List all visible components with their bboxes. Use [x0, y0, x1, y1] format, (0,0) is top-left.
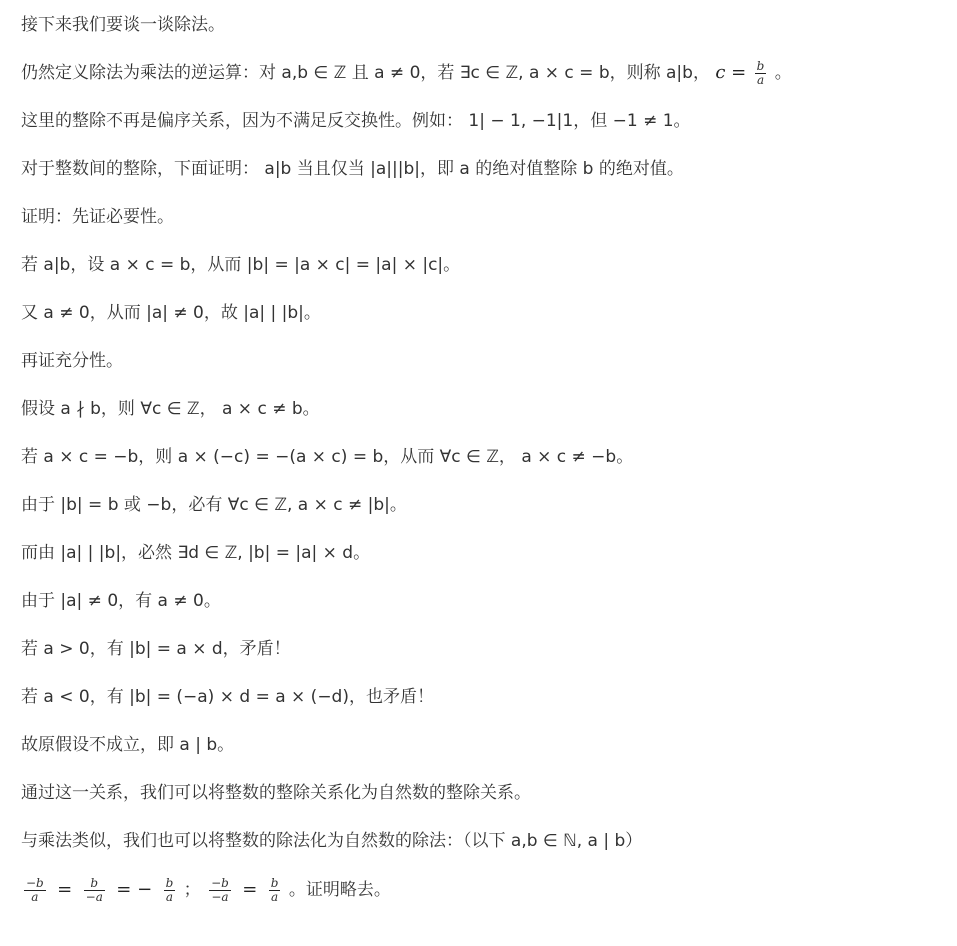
paragraph-abs-b: 由于 |b| = b 或 −b，必有 ∀c ∈ ℤ, a × c ≠ |b|。 — [21, 495, 407, 515]
paragraph-not-partial-order: 这里的整除不再是偏序关系，因为不满足反交换性。例如： 1| − 1, −1|1，但 −1 ≠ 1。 — [21, 111, 691, 131]
paragraph-natural-division: 与乘法类似，我们也可以将整数的除法化为自然数的除法：（以下 a,b ∈ ℕ, a | b） — [21, 831, 643, 851]
equals-sign: = — [57, 879, 73, 900]
equals-minus-sign: = − — [116, 879, 153, 900]
fraction-denominator: a — [31, 889, 39, 904]
fraction-neg-b-over-neg-a — [209, 877, 231, 904]
paragraph-reduction: 通过这一关系，我们可以将整数的整除关系化为自然数的整除关系。 — [21, 783, 531, 803]
fraction-b-over-a — [755, 60, 767, 87]
definition-text: 仍然定义除法为乘法的逆运算：对 a,b ∈ ℤ 且 a ≠ 0，若 ∃c ∈ ℤ, a × c = b，则称 a|b， — [21, 63, 710, 83]
fraction-b-over-a-2 — [164, 877, 176, 904]
paragraph-exists-d: 而由 |a| | |b|，必然 ∃d ∈ ℤ, |b| = |a| × d。 — [21, 543, 371, 563]
fraction-b-over-neg-a — [84, 877, 105, 904]
semicolon: ； — [183, 880, 201, 900]
fraction-denominator: a — [165, 889, 173, 904]
fraction-numerator: b — [84, 877, 105, 891]
paragraph-sign-rules — [21, 873, 391, 907]
paragraph-conclusion: 故原假设不成立，即 a | b。 — [21, 735, 235, 755]
fraction-denominator: a — [756, 72, 765, 87]
paragraph-a-nonzero: 由于 |a| ≠ 0，有 a ≠ 0。 — [21, 591, 221, 611]
paragraph-step-2: 又 a ≠ 0，从而 |a| ≠ 0，故 |a| | |b|。 — [21, 303, 321, 323]
fraction-b-over-a-3 — [269, 877, 281, 904]
equals-sign: = — [242, 879, 258, 900]
paragraph-assume: 假设 a ∤ b，则 ∀c ∈ ℤ， a × c ≠ b。 — [21, 399, 320, 419]
paragraph-proof-necessity: 证明：先证必要性。 — [21, 207, 174, 227]
paragraph-division-definition — [21, 58, 792, 88]
quotient-lhs: c = — [715, 62, 747, 83]
fraction-denominator: −a — [85, 889, 103, 904]
fraction-denominator: a — [271, 889, 279, 904]
fraction-numerator: b — [756, 58, 765, 73]
fraction-numerator: −b — [211, 875, 229, 890]
fraction-numerator: b — [270, 875, 279, 890]
fraction-denominator: −a — [211, 889, 229, 904]
sentence-end: 。 — [774, 63, 792, 83]
paragraph-negation: 若 a × c = −b，则 a × (−c) = −(a × c) = b，从而 ∀c ∈ ℤ， a × c ≠ −b。 — [21, 447, 634, 467]
paragraph-step-1: 若 a|b，设 a × c = b，从而 |b| = |a × c| = |a| × |c|。 — [21, 255, 461, 275]
paragraph-case-positive: 若 a > 0，有 |b| = a × d，矛盾！ — [21, 639, 291, 659]
proof-omitted-text: 。证明略去。 — [288, 880, 391, 900]
fraction-numerator: −b — [26, 875, 44, 890]
paragraph-case-negative: 若 a < 0，有 |b| = (−a) × d = a × (−d)，也矛盾！ — [21, 687, 434, 707]
fraction-numerator: b — [165, 875, 174, 890]
paragraph-intro: 接下来我们要谈一谈除法。 — [21, 15, 225, 35]
paragraph-proof-sufficiency: 再证充分性。 — [21, 351, 123, 371]
fraction-neg-b-over-a — [24, 877, 46, 904]
paragraph-theorem: 对于整数间的整除，下面证明： a|b 当且仅当 |a|||b|，即 a 的绝对值整除 b 的绝对值。 — [21, 159, 684, 179]
